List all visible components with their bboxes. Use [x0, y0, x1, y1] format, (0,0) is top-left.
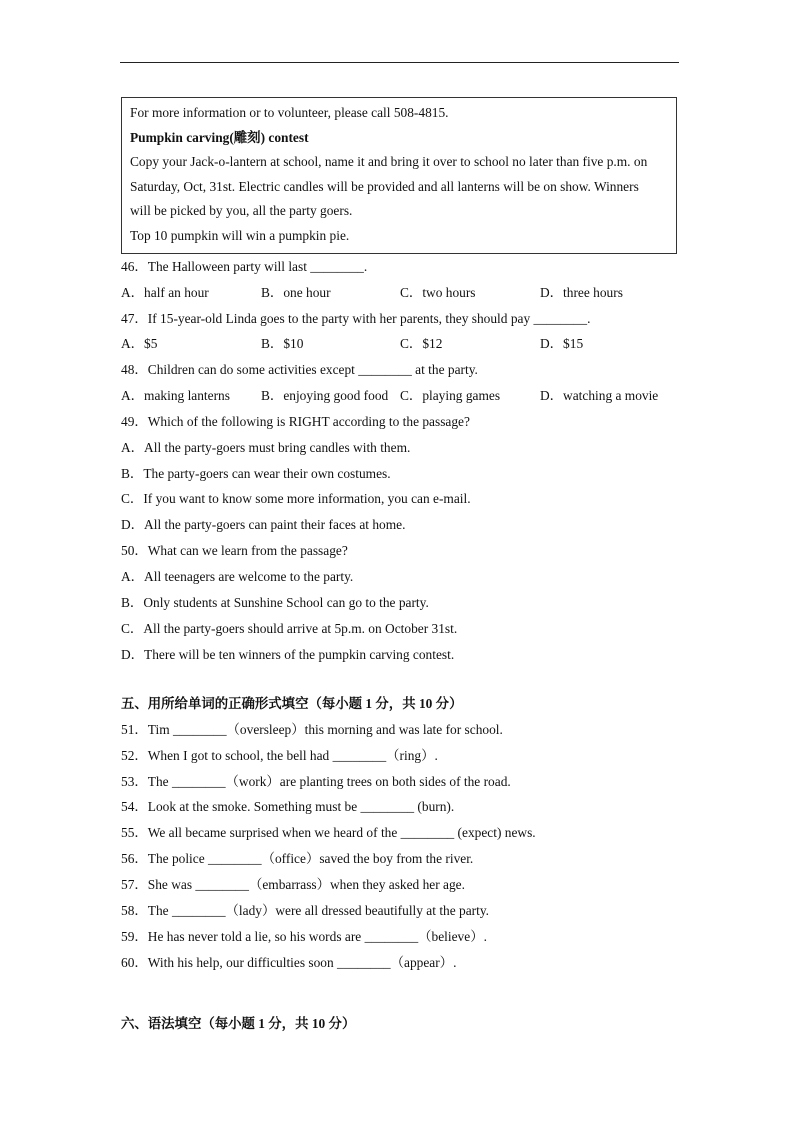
- q49-option-c: C．If you want to know some more information, you can e-mail.: [121, 491, 471, 506]
- fill-item: 59．He has never told a lie, so his words are ________（believe）.: [121, 929, 487, 944]
- fill-item: 57．She was ________（embarrass）when they asked her age.: [121, 877, 465, 892]
- q48-option-c: C．playing games: [400, 388, 501, 403]
- section-6-heading: 六、语法填空（每小题 1 分，共 10 分）: [121, 1016, 356, 1031]
- q50-option-a: A．All teenagers are welcome to the party.: [121, 569, 354, 584]
- notice-line: Saturday, Oct, 31st. Electric candles will be provided and all lanterns will be on show. Winners: [130, 178, 639, 194]
- section-5-heading: 五、用所给单词的正确形式填空（每小题 1 分，共 10 分）: [121, 696, 463, 711]
- q49-option-a: A．All the party-goers must bring candles with them.: [121, 440, 411, 455]
- fill-item: 52．When I got to school, the bell had ________（ring）.: [121, 748, 438, 763]
- q46-option-b: B．one hour: [261, 285, 331, 300]
- q46-option-a: A．half an hour: [121, 285, 209, 300]
- q50-option-d: D．There will be ten winners of the pumpkin carving contest.: [121, 647, 455, 662]
- fill-item: 54．Look at the smoke. Something must be ________ (burn).: [121, 799, 455, 814]
- notice-line: will be picked by you, all the party goers.: [130, 203, 353, 218]
- question-48: 48．Children can do some activities except ________ at the party.: [121, 362, 478, 377]
- q48-option-b: B．enjoying good food: [261, 388, 389, 403]
- q49-option-b: B．The party-goers can wear their own costumes.: [121, 466, 391, 481]
- notice-line: Top 10 pumpkin will win a pumpkin pie.: [130, 227, 350, 243]
- notice-box: [121, 97, 677, 254]
- notice-line: Copy your Jack-o-lantern at school, name it and bring it over to school no later than five p.m. on: [130, 154, 648, 169]
- fill-item: 60．With his help, our difficulties soon ________（appear）.: [121, 955, 457, 970]
- q46-option-d: D．three hours: [540, 285, 623, 300]
- fill-item: 55．We all became surprised when we heard of the ________ (expect) news.: [121, 825, 536, 840]
- header-rule: [120, 62, 679, 63]
- notice-contest-title: Pumpkin carving(雕刻) contest: [130, 129, 309, 145]
- question-49: 49．Which of the following is RIGHT according to the passage?: [121, 414, 470, 429]
- q50-option-b: B．Only students at Sunshine School can go to the party.: [121, 595, 429, 610]
- fill-item: 51．Tim ________（oversleep）this morning and was late for school.: [121, 722, 503, 737]
- notice-line: For more information or to volunteer, please call 508-4815.: [130, 105, 449, 120]
- question-46: 46．The Halloween party will last ________.: [121, 259, 368, 274]
- q50-option-c: C．All the party-goers should arrive at 5p.m. on October 31st.: [121, 621, 458, 636]
- fill-item: 58．The ________（lady）were all dressed beautifully at the party.: [121, 903, 490, 918]
- fill-item: 56．The police ________（office）saved the boy from the river.: [121, 851, 474, 866]
- q46-option-c: C．two hours: [400, 285, 476, 300]
- q47-option-d: D．$15: [540, 336, 584, 351]
- question-47: 47．If 15-year-old Linda goes to the party with her parents, they should pay ________.: [121, 311, 591, 326]
- q47-option-c: C．$12: [400, 336, 443, 351]
- fill-item: 53．The ________（work）are planting trees on both sides of the road.: [121, 774, 511, 789]
- q47-option-b: B．$10: [261, 336, 304, 351]
- q48-option-d: D．watching a movie: [540, 388, 659, 403]
- question-50: 50．What can we learn from the passage?: [121, 543, 348, 558]
- q48-option-a: A．making lanterns: [121, 388, 230, 403]
- q49-option-d: D．All the party-goers can paint their faces at home.: [121, 517, 406, 532]
- q47-option-a: A．$5: [121, 336, 158, 351]
